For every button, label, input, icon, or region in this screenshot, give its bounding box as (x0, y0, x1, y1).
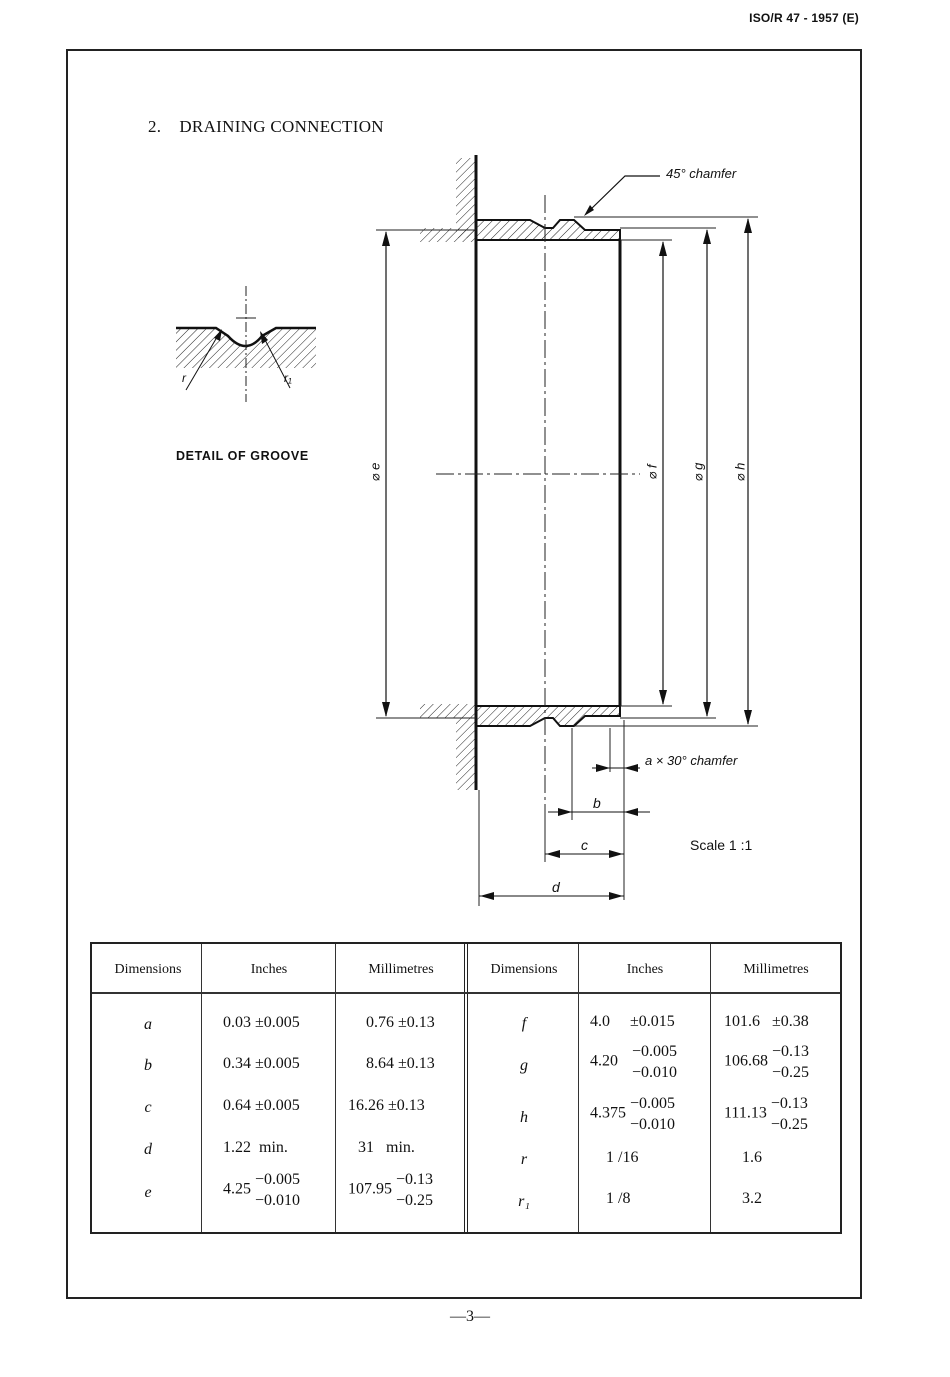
row-sym-r1: r₁ (518, 1193, 530, 1210)
row-sym-r: r (520, 1151, 528, 1168)
row-r-inches: 1 /16 (606, 1149, 639, 1166)
row-a-inches: 0.03 ±0.005 (223, 1014, 300, 1031)
dim-label-c: c (581, 837, 588, 853)
top-flange (476, 220, 620, 706)
row-g-mm: 106.68 −0.13 −0.25 (724, 1043, 810, 1081)
row-g-inches: 4.20 −0.005 −0.010 (590, 1043, 678, 1081)
groove-caption: DETAIL OF GROOVE (176, 449, 309, 463)
row-c-inches: 0.64 ±0.005 (223, 1097, 300, 1114)
page-number: —3— (450, 1308, 490, 1325)
row-a-mm: 0.76 ±0.13 (366, 1014, 435, 1031)
groove-detail-drawing (176, 286, 316, 402)
dim-label-h: ⌀ h (732, 462, 748, 482)
dim-label-b: b (593, 795, 601, 811)
row-sym-g: g (520, 1057, 528, 1074)
section-number: 2. (148, 117, 162, 136)
col-header-mm-left: Millimetres (368, 962, 434, 977)
row-h-inches: 4.375 −0.005 −0.010 (590, 1095, 676, 1133)
dim-label-g: ⌀ g (690, 462, 706, 482)
bottom-flange (476, 706, 620, 726)
row-sym-f: f (521, 1015, 527, 1032)
row-f-mm: 101.6 ±0.38 (724, 1013, 809, 1030)
row-sym-b: b (144, 1057, 152, 1074)
row-h-mm: 111.13 −0.13 −0.25 (724, 1095, 808, 1133)
row-sym-h: h (520, 1109, 528, 1126)
col-header-mm-right: Millimetres (743, 962, 809, 977)
row-sym-a: a (144, 1016, 152, 1033)
dim-label-d: d (552, 879, 560, 895)
col-header-inches-left: Inches (250, 962, 288, 977)
col-header-dimensions-left: Dimensions (114, 962, 182, 977)
row-b-mm: 8.64 ±0.13 (366, 1055, 435, 1072)
row-sym-d: d (144, 1141, 152, 1158)
row-d-mm: 31 min. (358, 1139, 415, 1156)
row-r-mm: 1.6 (742, 1149, 762, 1166)
row-e-inches: 4.25 −0.005 −0.010 (223, 1171, 301, 1209)
row-d-inches: 1.22 min. (223, 1139, 288, 1156)
row-sym-e: e (144, 1184, 152, 1201)
section-title-text: DRAINING CONNECTION (179, 117, 384, 136)
row-r1-inches: 1 /8 (606, 1190, 631, 1207)
groove-label-r: r (182, 371, 186, 385)
dimensions-table (90, 942, 842, 1234)
row-c-mm: 16.26 ±0.13 (348, 1097, 425, 1114)
dimension-h (574, 217, 758, 726)
dim-label-e: ⌀ e (367, 462, 383, 482)
groove-label-r1: r₁ (284, 371, 292, 385)
row-f-inches: 4.0 ±0.015 (590, 1013, 675, 1030)
row-sym-c: c (144, 1099, 152, 1116)
col-header-inches-right: Inches (626, 962, 664, 977)
scale-label: Scale 1 :1 (690, 837, 753, 853)
col-header-dimensions-right: Dimensions (490, 962, 558, 977)
row-r1-mm: 3.2 (742, 1190, 762, 1207)
document-id: ISO/R 47 - 1957 (E) (749, 11, 859, 25)
chamfer-30-label: a × 30° chamfer (645, 753, 738, 768)
chamfer-45-label: 45° chamfer (666, 166, 737, 181)
dim-label-f: ⌀ f (644, 464, 660, 480)
row-e-mm: 107.95 −0.13 −0.25 (348, 1171, 434, 1209)
row-b-inches: 0.34 ±0.005 (223, 1055, 300, 1072)
wall-hatching (420, 155, 476, 790)
